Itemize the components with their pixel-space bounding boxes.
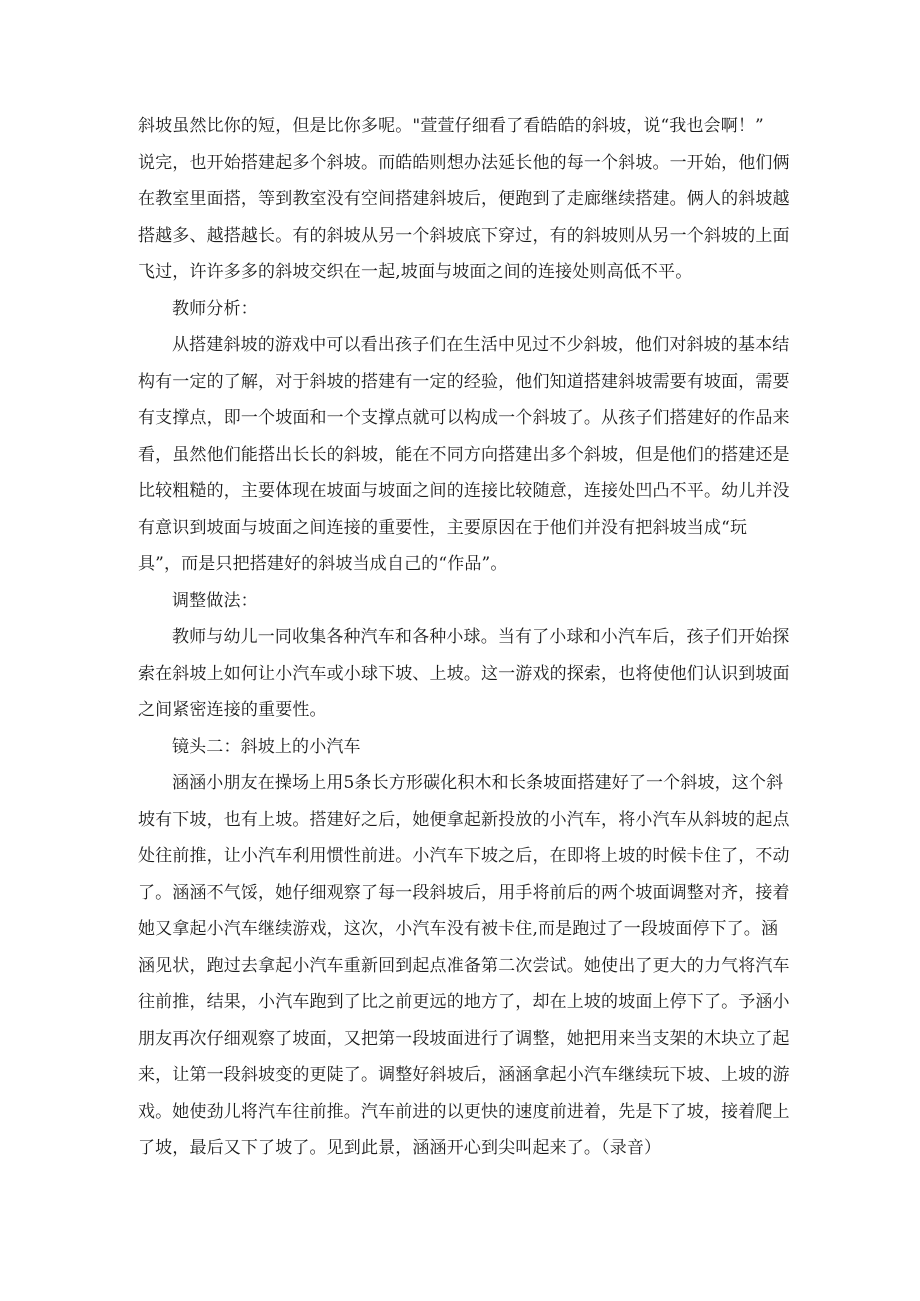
- text-line: 有意识到坡面与坡面之间连接的重要性，主要原因在于他们并没有把斜坡当成“玩: [138, 517, 748, 538]
- text-line: 说完，也开始搭建起多个斜坡。而皓皓则想办法延长他的每一个斜坡。一开始，他们俩: [138, 152, 790, 173]
- paragraph-teacher-analysis: [138, 327, 790, 583]
- text-line: 飞过，许许多多的斜坡交织在一起,坡面与坡面之间的连接处则高低不平。: [138, 262, 693, 282]
- text-line: 在教室里面搭，等到教室没有空间搭建斜坡后，便跑到了走廊继续搭建。俩人的斜坡越: [138, 189, 790, 209]
- text-line: 了。涵涵不气馁，她仔细观察了每一段斜坡后，用手将前后的两个坡面调整对齐，接着: [138, 882, 790, 903]
- text-line: 处往前推，让小汽车利用惯性前进。小汽车下坡之后，在即将上坡的时候卡住了，不动: [138, 846, 790, 866]
- text-line: 涵见状，跑过去拿起小汽车重新回到起点准备第二次尝试。她使出了更大的力气将汽车: [138, 955, 790, 976]
- text-line: 搭越多、越搭越长。有的斜坡从另一个斜坡底下穿过，有的斜坡则从另一个斜坡的上面: [138, 225, 790, 246]
- text-line: 往前推，结果，小汽车跑到了比之前更远的地方了，却在上坡的坡面上停下了。予涵小: [138, 992, 790, 1012]
- document-body: [138, 108, 790, 1167]
- text-line: 看，虽然他们能搭出长长的斜坡，能在不同方向搭建出多个斜坡，但是他们的搭建还是: [138, 444, 790, 465]
- text-line: 了坡，最后又下了坡了。见到此景，涵涵开心到尖叫起来了。（录音）: [138, 1138, 662, 1158]
- text-line: 戏。她使劲儿将汽车往前推。汽车前进的以更快的速度前进着，先是下了坡，接着爬上: [138, 1101, 790, 1122]
- paragraph-story-continuation: [138, 108, 790, 291]
- text-line: 索在斜坡上如何让小汽车或小球下坡、上坡。这一游戏的探索，也将使他们认识到坡面: [138, 663, 790, 684]
- paragraph-adjustment: [138, 619, 790, 729]
- text-line: 坡有下坡，也有上坡。搭建好之后，她便拿起新投放的小汽车，将小汽车从斜坡的起点: [138, 809, 790, 830]
- text-line: 来，让第一段斜坡变的更陡了。调整好斜坡后，涵涵拿起小汽车继续玩下坡、上坡的游: [138, 1065, 790, 1085]
- section-heading-scene-two: 镜头二：斜坡上的小汽车: [172, 736, 361, 757]
- text-line: 涵涵小朋友在操场上用5条长方形碳化积木和长条坡面搭建好了一个斜坡，这个斜: [172, 773, 784, 793]
- text-line: 从搭建斜坡的游戏中可以看出孩子们在生活中见过不少斜坡，他们对斜坡的基本结: [172, 335, 790, 355]
- text-line: 之间紧密连接的重要性。: [138, 700, 327, 720]
- section-heading-adjustment: 调整做法：: [172, 590, 258, 611]
- text-line: 比较粗糙的，主要体现在坡面与坡面之间的连接比较随意，连接处凹凸不平。幼儿并没: [138, 481, 790, 501]
- text-line: 她又拿起小汽车继续游戏，这次，小汽车没有被卡住,而是跑过了一段坡面停下了。涵: [138, 919, 779, 939]
- text-line: 教师与幼儿一同收集各种汽车和各种小球。当有了小球和小汽车后，孩子们开始探: [172, 627, 790, 647]
- text-line: 具”，而是只把搭建好的斜坡当成自己的“作品”。: [138, 554, 508, 574]
- paragraph-scene-two: [138, 765, 790, 1167]
- text-line: 有支撑点，即一个坡面和一个支撑点就可以构成一个斜坡了。从孩子们搭建好的作品来: [138, 408, 790, 428]
- section-heading-teacher-analysis: 教师分析：: [172, 298, 258, 319]
- text-line: 构有一定的了解，对于斜坡的搭建有一定的经验，他们知道搭建斜坡需要有坡面，需要: [138, 371, 790, 392]
- text-line: 斜坡虽然比你的短，但是比你多呢。"萱萱仔细看了看皓皓的斜坡，说“我也会啊！”: [138, 116, 764, 136]
- text-line: 朋友再次仔细观察了坡面，又把第一段坡面进行了调整，她把用来当支架的木块立了起: [138, 1028, 790, 1049]
